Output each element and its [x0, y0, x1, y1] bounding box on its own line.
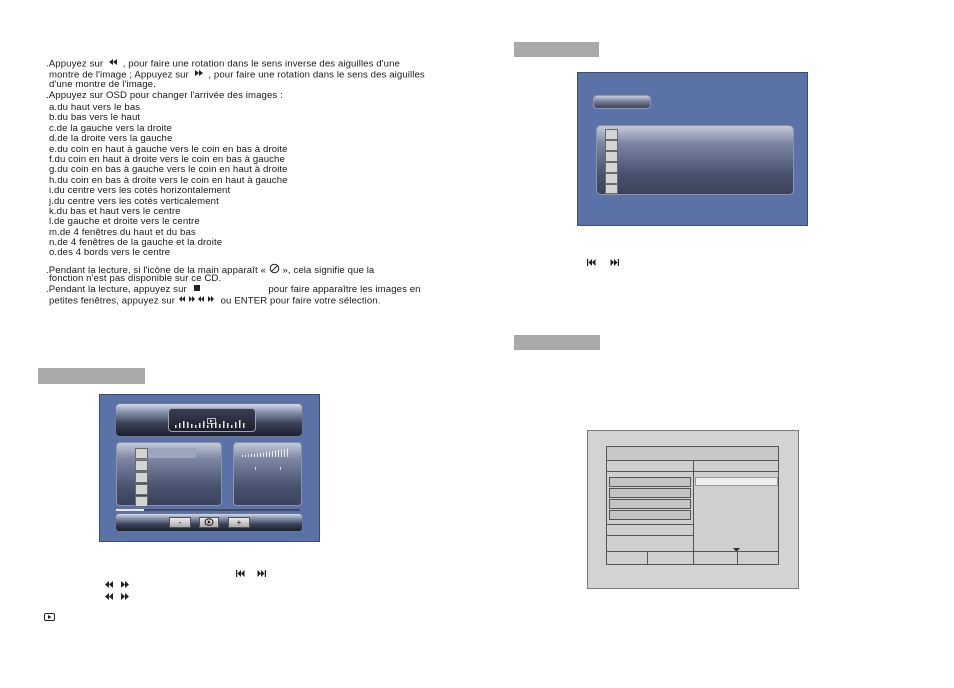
footer-divider	[607, 551, 778, 552]
text-segment: .Pendant la lecture, si l'icône de la main apparaît «	[46, 264, 266, 276]
stop-icon	[194, 284, 200, 295]
track-checkbox[interactable]	[605, 184, 618, 194]
file-list-panel	[116, 442, 222, 506]
right-column-header	[693, 461, 779, 472]
progress-fill	[116, 509, 144, 511]
list-item: b.du bas vers le haut	[49, 112, 141, 124]
list-item: e.du coin en haut à gauche vers le coin en bas à droite	[49, 143, 288, 155]
text-segment: », cela signifie que la	[282, 264, 375, 276]
play-icon	[44, 608, 55, 626]
rotate-instructions-line1	[46, 58, 400, 70]
list-item: a.du haut vers le bas	[49, 102, 141, 113]
file-checkbox[interactable]	[135, 472, 148, 483]
rewind-icon	[106, 58, 120, 70]
list-item: k.du bas et haut vers le centre	[49, 205, 181, 217]
text-segment: pour faire apparaître les images en	[268, 283, 421, 295]
track-list-panel	[596, 125, 794, 195]
divider-line	[607, 535, 693, 536]
track-checkbox[interactable]	[605, 151, 618, 162]
section-header-bar	[514, 42, 599, 57]
osd-instructions: .Appuyez sur OSD pour changer l'arrivée des images :	[46, 90, 283, 101]
text-segment: petites fenêtres, appuyez sur	[49, 295, 176, 307]
list-item: c.de la gauche vers la droite	[49, 122, 172, 134]
footer-cell-divider	[647, 552, 648, 564]
file-checkbox[interactable]	[135, 484, 148, 495]
transition-options-list	[49, 103, 288, 259]
text-segment: , pour faire une rotation dans le sens des aiguilles	[208, 69, 425, 81]
section-header-bar	[514, 335, 600, 350]
previous-icon	[587, 253, 596, 270]
fast-forward-icon	[119, 587, 131, 604]
list-item: l.de gauche et droite vers le centre	[49, 216, 200, 228]
menu-item[interactable]	[609, 488, 691, 498]
setup-menu-screen	[587, 430, 799, 589]
track-checkbox[interactable]	[605, 162, 618, 173]
prev-next-icons	[236, 564, 266, 582]
down-button[interactable]: -	[169, 517, 191, 528]
progress-track[interactable]	[116, 509, 300, 511]
text-segment: .Pendant la lecture, appuyez sur	[46, 283, 187, 295]
tick-mark	[280, 467, 281, 470]
selected-option-highlight[interactable]	[695, 477, 778, 486]
rewind-icon	[103, 587, 115, 604]
setup-menu-window	[606, 446, 779, 565]
control-bar	[115, 513, 303, 532]
section-header-bar	[38, 368, 145, 384]
spectrum-bars	[175, 419, 249, 428]
text-segment: .Appuyez sur	[46, 58, 104, 70]
menu-item[interactable]	[609, 477, 691, 487]
volume-meter	[242, 448, 292, 457]
hand-icon-note-line2: fonction n'est pas disponible sur ce CD.	[49, 273, 222, 284]
program-osd-screen	[577, 72, 808, 226]
list-item: h.du coin en bas à droite vers le coin en haut à gauche	[49, 174, 288, 186]
spectrum-display	[168, 408, 256, 432]
track-checkbox[interactable]	[605, 173, 618, 184]
navigation-arrows-icon	[178, 295, 218, 307]
divider-line	[607, 524, 693, 525]
next-icon	[610, 253, 619, 270]
list-item: d.de la droite vers la gauche	[49, 133, 173, 145]
rotate-instructions-line3: d'une montre de l'image.	[49, 79, 156, 90]
player-header-bar	[115, 403, 303, 437]
list-item: o.des 4 bords vers le centre	[49, 247, 171, 259]
mp3-osd-screen	[99, 394, 320, 542]
next-icon	[257, 564, 266, 581]
volume-panel	[233, 442, 302, 506]
track-checkbox[interactable]	[605, 140, 618, 151]
menu-title-bar	[607, 447, 778, 461]
footer-cell-divider	[737, 552, 738, 564]
play-button[interactable]	[199, 517, 219, 528]
osd-title-tab	[593, 95, 651, 109]
list-item: i.du centre vers les cotés horizontalement	[49, 185, 231, 197]
list-item: j.du centre vers les cotés verticalement	[49, 195, 219, 207]
rew-ff-icons-row2	[103, 587, 131, 605]
prohibited-icon	[269, 263, 280, 278]
left-column-header	[607, 461, 693, 472]
text-segment: ou ENTER pour faire votre sélection.	[220, 295, 381, 307]
file-checkbox[interactable]	[135, 460, 148, 471]
thumbnail-note-line1	[46, 284, 421, 295]
list-item: g.du coin en bas à gauche vers le coin en haut à droite	[49, 164, 288, 176]
list-item: m.de 4 fenêtres du haut et du bas	[49, 226, 196, 238]
file-checkbox[interactable]	[135, 496, 148, 507]
selected-file-highlight[interactable]	[148, 448, 196, 458]
previous-icon	[236, 564, 245, 581]
track-checkbox[interactable]	[605, 129, 618, 140]
list-item: f.du coin en haut à droite vers le coin en bas à gauche	[49, 153, 285, 165]
play-icon	[204, 518, 214, 535]
fast-forward-icon	[192, 69, 206, 81]
prev-next-icons	[587, 253, 619, 271]
text-segment: montre de l'image ; Appuyez sur	[49, 69, 189, 81]
file-checkbox[interactable]	[135, 448, 148, 459]
menu-item[interactable]	[609, 510, 691, 520]
list-item: n.de 4 fenêtres de la gauche et la droite	[49, 237, 223, 249]
up-button[interactable]: +	[228, 517, 250, 528]
thumbnail-note-line2	[49, 295, 380, 307]
tick-mark	[255, 467, 256, 470]
menu-item[interactable]	[609, 499, 691, 509]
text-segment: , pour faire une rotation dans le sens inverse des aiguilles d'une	[122, 58, 400, 70]
